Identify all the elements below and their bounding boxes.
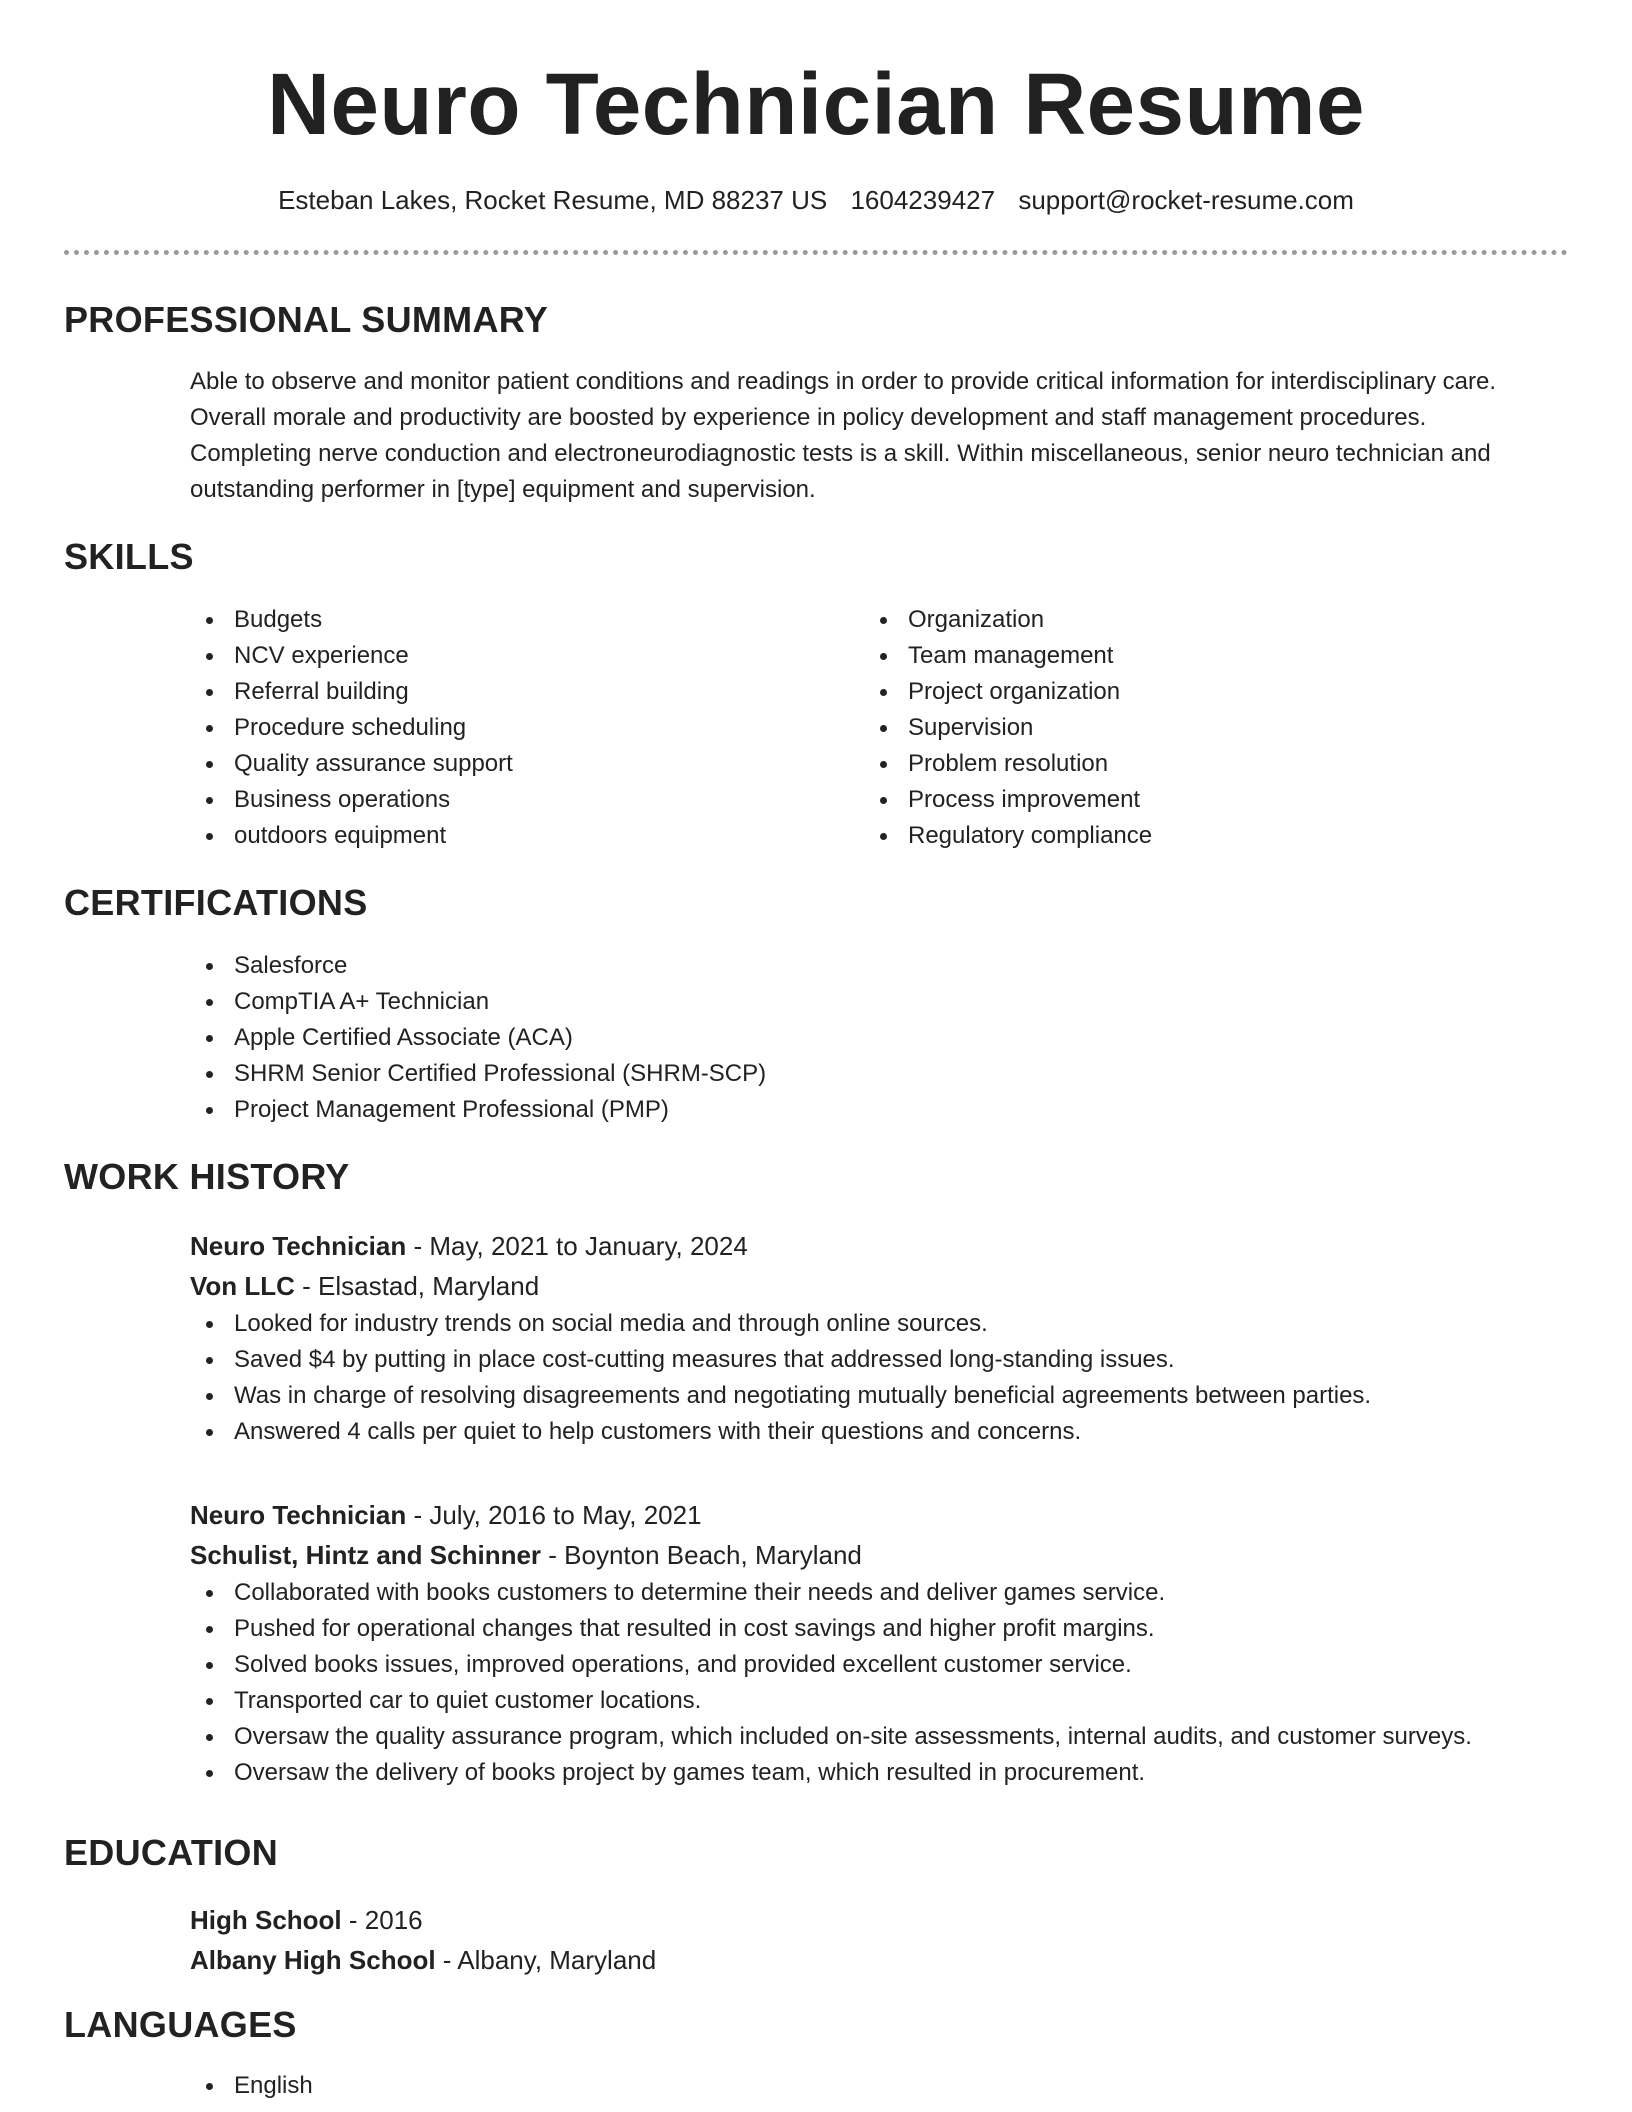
- header-divider: [64, 250, 1568, 255]
- education-school-line: [190, 1940, 1568, 1980]
- contact-email: support@rocket-resume.com: [1018, 185, 1354, 215]
- job-location: - Boynton Beach, Maryland: [541, 1540, 862, 1570]
- certifications-list: [190, 948, 1568, 1128]
- languages-section: [190, 2068, 1568, 2104]
- list-item: Organization: [864, 602, 1464, 638]
- education-heading: EDUCATION: [64, 1832, 279, 1873]
- summary-line: Able to observe and monitor patient conditions and readings in order to provide critical information for interdisciplinary care.: [190, 368, 1497, 395]
- list-item: Quality assurance support: [190, 746, 790, 782]
- languages-list: [190, 2068, 1568, 2104]
- certifications-section: [190, 948, 1568, 1128]
- work-history-heading: WORK HISTORY: [64, 1156, 350, 1197]
- education-year: - 2016: [341, 1905, 423, 1935]
- education-school: Albany High School: [190, 1945, 436, 1975]
- list-item: Saved $4 by putting in place cost-cutting measures that addressed long-standing issues.: [190, 1342, 1568, 1378]
- job-company: Von LLC: [190, 1271, 295, 1301]
- list-item: Supervision: [864, 710, 1464, 746]
- skills-list-left: [190, 602, 790, 854]
- list-item: Business operations: [190, 782, 790, 818]
- list-item: outdoors equipment: [190, 818, 790, 854]
- list-item: Project organization: [864, 674, 1464, 710]
- job-dates: - May, 2021 to January, 2024: [406, 1231, 748, 1261]
- list-item: Was in charge of resolving disagreements and negotiating mutually beneficial agreements between parties.: [190, 1378, 1568, 1414]
- list-item: Problem resolution: [864, 746, 1464, 782]
- list-item: Regulatory compliance: [864, 818, 1464, 854]
- contact-phone: 1604239427: [850, 185, 996, 215]
- job-bullets: [190, 1306, 1568, 1450]
- list-item: Process improvement: [864, 782, 1464, 818]
- list-item: Answered 4 calls per quiet to help customers with their questions and concerns.: [190, 1414, 1568, 1450]
- list-item: Project Management Professional (PMP): [190, 1092, 1568, 1128]
- job-location: - Elsastad, Maryland: [294, 1271, 540, 1301]
- education-location: - Albany, Maryland: [435, 1945, 657, 1975]
- contact-line: [64, 180, 1568, 220]
- summary-line: Overall morale and productivity are boosted by experience in policy development and staff management procedures.: [190, 404, 1427, 431]
- skills-list-right: [864, 602, 1464, 854]
- list-item: Pushed for operational changes that resulted in cost savings and higher profit margins.: [190, 1611, 1568, 1647]
- languages-heading: LANGUAGES: [64, 2004, 297, 2045]
- education-degree-line: [190, 1900, 1568, 1940]
- list-item: Apple Certified Associate (ACA): [190, 1020, 1568, 1056]
- list-item: CompTIA A+ Technician: [190, 984, 1568, 1020]
- list-item: Procedure scheduling: [190, 710, 790, 746]
- job-title: Neuro Technician: [190, 1231, 407, 1261]
- certifications-heading: CERTIFICATIONS: [64, 882, 368, 923]
- list-item: Team management: [864, 638, 1464, 674]
- job-dates: - July, 2016 to May, 2021: [406, 1500, 702, 1530]
- list-item: Budgets: [190, 602, 790, 638]
- list-item: English: [190, 2068, 1568, 2104]
- summary-section: [190, 364, 1568, 508]
- summary-line: Completing nerve conduction and electroneurodiagnostic tests is a skill. Within miscellaneous, senior neuro technician and: [190, 440, 1491, 467]
- job-bullets: [190, 1575, 1568, 1791]
- list-item: Looked for industry trends on social media and through online sources.: [190, 1306, 1568, 1342]
- job-company-line: [190, 1535, 1568, 1575]
- job-company-line: [190, 1266, 1568, 1306]
- job-entry: [190, 1495, 1568, 1791]
- list-item: Collaborated with books customers to determine their needs and deliver games service.: [190, 1575, 1568, 1611]
- job-title: Neuro Technician: [190, 1500, 407, 1530]
- list-item: Oversaw the quality assurance program, which included on-site assessments, internal audits, and customer surveys.: [190, 1719, 1568, 1755]
- education-degree: High School: [190, 1905, 342, 1935]
- resume-title: Neuro Technician Resume: [267, 56, 1365, 153]
- list-item: Salesforce: [190, 948, 1568, 984]
- skills-section: [190, 602, 1568, 862]
- skills-heading: SKILLS: [64, 536, 194, 577]
- list-item: NCV experience: [190, 638, 790, 674]
- job-title-line: [190, 1226, 1568, 1266]
- list-item: Oversaw the delivery of books project by games team, which resulted in procurement.: [190, 1755, 1568, 1791]
- education-section: [190, 1900, 1568, 1980]
- list-item: SHRM Senior Certified Professional (SHRM-SCP): [190, 1056, 1568, 1092]
- contact-address: Esteban Lakes, Rocket Resume, MD 88237 US: [278, 185, 828, 215]
- summary-heading: PROFESSIONAL SUMMARY: [64, 299, 549, 340]
- job-title-line: [190, 1495, 1568, 1535]
- job-company: Schulist, Hintz and Schinner: [190, 1540, 542, 1570]
- list-item: Solved books issues, improved operations, and provided excellent customer service.: [190, 1647, 1568, 1683]
- summary-line: outstanding performer in [type] equipment and supervision.: [190, 476, 816, 503]
- list-item: Referral building: [190, 674, 790, 710]
- job-entry: [190, 1226, 1568, 1450]
- list-item: Transported car to quiet customer locations.: [190, 1683, 1568, 1719]
